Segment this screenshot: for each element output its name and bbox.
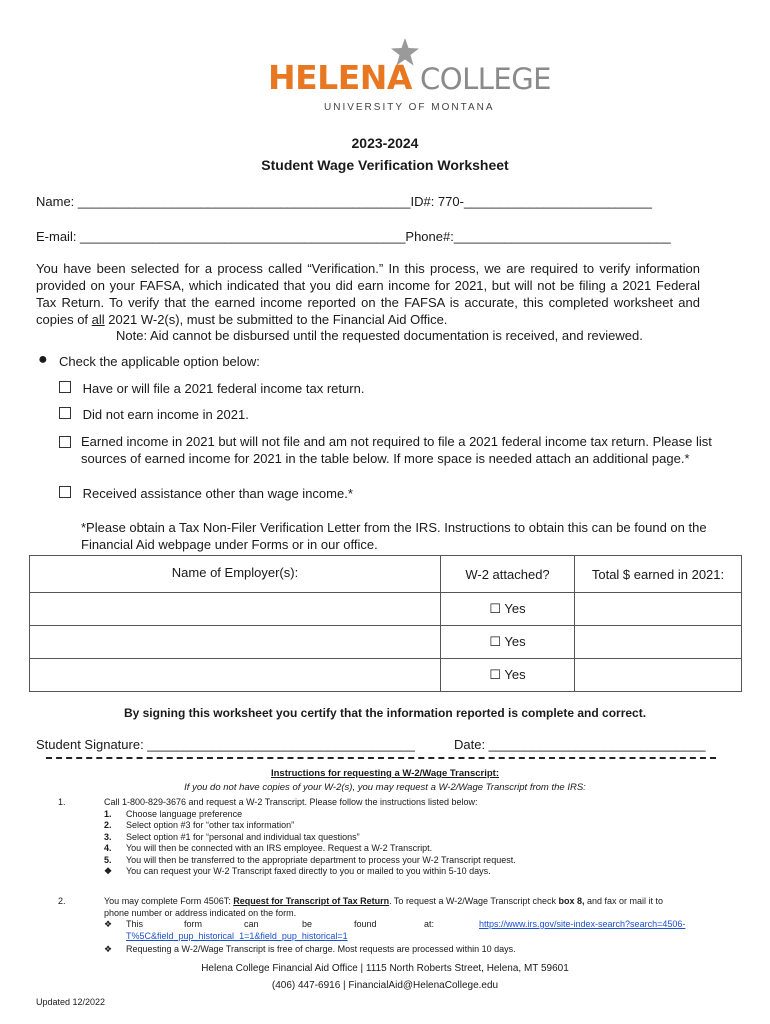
bullet-icon: ● bbox=[38, 351, 48, 368]
step-2-free-line: ❖ Requesting a W-2/Wage Transcript is free of charge. Most requests are processed within 10 days. bbox=[104, 944, 516, 954]
w2-yes-checkbox[interactable]: ☐ Yes bbox=[441, 626, 575, 659]
diamond-icon: ❖ bbox=[104, 944, 113, 954]
document-title: Student Wage Verification Worksheet bbox=[261, 157, 509, 173]
option-earned-income[interactable] bbox=[59, 433, 729, 467]
step-2-form-line: ❖ This form can be found at: https://www.irs.gov/site-index-search?search=4506- bbox=[104, 919, 686, 929]
student-signature-field[interactable]: Student Signature: _____________________________________ bbox=[36, 737, 415, 752]
instructions-title: Instructions for requesting a W-2/Wage Transcript: bbox=[270, 768, 499, 779]
irs-link[interactable]: https://www.irs.gov/site-index-search?search=4506- bbox=[479, 919, 686, 929]
cut-line bbox=[46, 757, 716, 759]
list-item: ❖ You can request your W-2 Transcript faxed directly to you or mailed to you within 5-10 days. bbox=[104, 866, 491, 876]
intro-text: You have been selected for a process called “Verification.” In this process, we are required to verify information provided on your FAFSA, which indicated that you did earn income for 2021, but will not be filing a 2021 Federal Tax Return. To verify that the earned income reported on the FAFSA is accurate, this completed worksheet and copies of bbox=[36, 261, 700, 327]
list-item: 4. You will then be connected with an IRS employee. Request a W-2 Transcript. bbox=[104, 843, 433, 853]
list-item: 1. Choose language preference bbox=[104, 808, 243, 819]
header-employer: Name of Employer(s): bbox=[30, 556, 441, 593]
list-item: 5. You will then be transferred to the appropriate department to process your W-2 Transcript request. bbox=[104, 854, 516, 865]
step-2-text: You may complete Form 4506T: Request for Transcript of Tax Return. To request a W-2/Wage Transcript check box 8, and fax or mail it to phone number or address indicated on the form. bbox=[104, 896, 664, 918]
option-label: Received assistance other than wage income.* bbox=[82, 486, 353, 501]
intro-paragraph bbox=[36, 260, 700, 328]
intro-all: all bbox=[91, 312, 105, 327]
w2-yes-checkbox[interactable]: ☐ Yes bbox=[441, 659, 575, 692]
date-field[interactable]: Date: ______________________________ bbox=[454, 737, 706, 752]
intro-note: Note: Aid cannot be disbursed until the requested documentation is received, and reviewed. bbox=[116, 328, 643, 343]
email-phone-field[interactable]: E-mail: _____________________________________________Phone#:______________________________ bbox=[36, 229, 671, 244]
checkbox-icon[interactable] bbox=[59, 486, 71, 498]
table-row bbox=[30, 593, 742, 626]
checkbox-icon[interactable] bbox=[59, 436, 71, 448]
intro-text-end: 2021 W-2(s), must be submitted to the Financial Aid Office. bbox=[104, 312, 448, 327]
option-label: Earned income in 2021 but will not file and am not required to file a 2021 federal income tax return. Please list sources of earned income for 2021 in the table below. If more space is needed attach an additional page.* bbox=[81, 434, 712, 466]
table-row bbox=[30, 626, 742, 659]
option-assistance[interactable] bbox=[59, 485, 719, 502]
helena-college-logo bbox=[268, 38, 552, 114]
list-item: 3. Select option #1 for “personal and individual tax questions” bbox=[104, 831, 360, 842]
checkbox-icon[interactable] bbox=[59, 381, 71, 393]
document-year: 2023-2024 bbox=[351, 135, 419, 151]
employer-input[interactable] bbox=[30, 659, 441, 692]
checkbox-icon[interactable] bbox=[59, 407, 71, 419]
table-header-row bbox=[30, 556, 742, 593]
options-footnote: *Please obtain a Tax Non-Filer Verification Letter from the IRS. Instructions to obtain this can be found on the Financial Aid webpage under Forms or in our office. bbox=[81, 520, 707, 552]
option-file-return[interactable] bbox=[59, 380, 719, 397]
option-label: Have or will file a 2021 federal income tax return. bbox=[82, 381, 365, 396]
certify-statement: By signing this worksheet you certify that the information reported is complete and correct. bbox=[123, 706, 647, 720]
total-input[interactable] bbox=[575, 659, 742, 692]
step-1-number: 1. bbox=[58, 797, 66, 807]
footer-address: Helena College Financial Aid Office | 1115 North Roberts Street, Helena, MT 59601 bbox=[201, 963, 569, 974]
employer-table bbox=[29, 555, 742, 692]
step-1-text: Call 1-800-829-3676 and request a W-2 Transcript. Please follow the instructions listed below: bbox=[104, 797, 478, 807]
step-2-number: 2. bbox=[58, 896, 66, 906]
employer-input[interactable] bbox=[30, 626, 441, 659]
updated-date: Updated 12/2022 bbox=[36, 997, 106, 1007]
option-no-income[interactable] bbox=[59, 406, 719, 423]
w2-yes-checkbox[interactable]: ☐ Yes bbox=[441, 593, 575, 626]
logo-helena: HELENA bbox=[268, 58, 412, 97]
total-input[interactable] bbox=[575, 593, 742, 626]
employer-input[interactable] bbox=[30, 593, 441, 626]
option-label: Did not earn income in 2021. bbox=[82, 407, 249, 422]
header-total: Total $ earned in 2021: bbox=[575, 556, 742, 593]
total-input[interactable] bbox=[575, 626, 742, 659]
instructions-subtitle: If you do not have copies of your W-2(s), you may request a W-2/Wage Transcript from the IRS: bbox=[184, 782, 586, 793]
header-w2: W-2 attached? bbox=[441, 556, 575, 593]
options-heading: Check the applicable option below: bbox=[59, 354, 260, 369]
logo-college: COLLEGE bbox=[420, 62, 552, 96]
list-item: 2. Select option #3 for “other tax information” bbox=[104, 820, 295, 830]
diamond-icon: ❖ bbox=[104, 919, 113, 929]
table-row bbox=[30, 659, 742, 692]
step-1-list bbox=[104, 809, 724, 878]
footer-contact: (406) 447-6916 | FinancialAid@HelenaCollege.edu bbox=[271, 980, 499, 991]
logo-university: UNIVERSITY OF MONTANA bbox=[324, 102, 495, 113]
name-id-field[interactable]: Name: ______________________________________________ID#: 770-__________________________ bbox=[36, 194, 652, 209]
irs-link-continued[interactable]: T%5C&field_pup_historical_1=1&field_pup_historical=1 bbox=[126, 930, 348, 941]
